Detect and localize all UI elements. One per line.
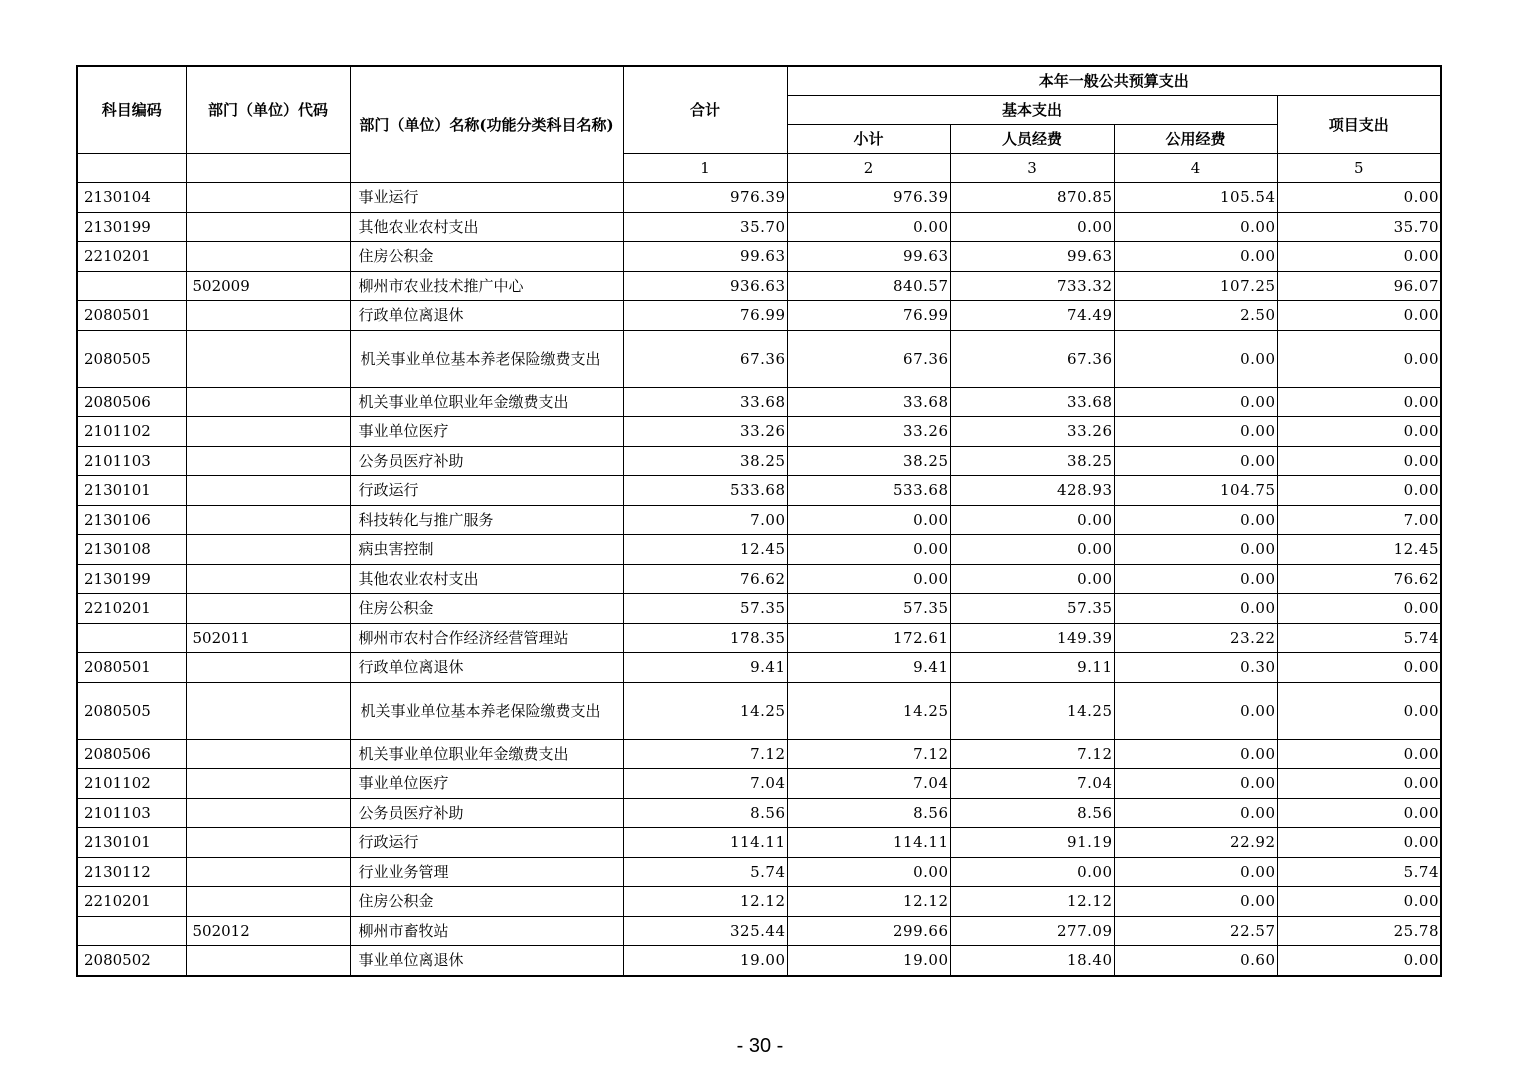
cell-personnel: 74.49 bbox=[950, 301, 1114, 331]
cell-dept-name: 住房公积金 bbox=[350, 887, 623, 917]
cell-project: 25.78 bbox=[1277, 916, 1441, 946]
cell-total: 19.00 bbox=[623, 946, 787, 976]
cell-subtotal: 8.56 bbox=[787, 798, 950, 828]
col-number: 5 bbox=[1277, 154, 1441, 183]
cell-public-use: 0.00 bbox=[1114, 417, 1277, 447]
col-number: 3 bbox=[950, 154, 1114, 183]
cell-public-use: 0.00 bbox=[1114, 887, 1277, 917]
table-row bbox=[77, 535, 1441, 565]
cell-dept-name: 事业单位离退休 bbox=[350, 946, 623, 976]
cell-dept-code bbox=[186, 857, 350, 887]
cell-public-use: 23.22 bbox=[1114, 623, 1277, 653]
cell-total: 976.39 bbox=[623, 183, 787, 213]
cell-dept-name: 其他农业农村支出 bbox=[350, 564, 623, 594]
cell-dept-name: 住房公积金 bbox=[350, 242, 623, 272]
cell-subject-code bbox=[77, 623, 186, 653]
cell-project: 0.00 bbox=[1277, 446, 1441, 476]
table-row bbox=[77, 828, 1441, 858]
cell-subject-code: 2080501 bbox=[77, 301, 186, 331]
cell-project: 0.00 bbox=[1277, 476, 1441, 506]
cell-subtotal: 76.99 bbox=[787, 301, 950, 331]
cell-dept-code bbox=[186, 387, 350, 417]
cell-public-use: 2.50 bbox=[1114, 301, 1277, 331]
col-number: 1 bbox=[623, 154, 787, 183]
cell-project: 0.00 bbox=[1277, 330, 1441, 387]
cell-public-use: 0.00 bbox=[1114, 682, 1277, 739]
cell-total: 33.26 bbox=[623, 417, 787, 447]
cell-dept-name: 事业单位医疗 bbox=[350, 417, 623, 447]
table-row bbox=[77, 446, 1441, 476]
cell-project: 0.00 bbox=[1277, 183, 1441, 213]
cell-subject-code: 2101103 bbox=[77, 798, 186, 828]
cell-public-use: 0.00 bbox=[1114, 594, 1277, 624]
cell-dept-code bbox=[186, 946, 350, 976]
cell-subject-code: 2080502 bbox=[77, 946, 186, 976]
cell-personnel: 38.25 bbox=[950, 446, 1114, 476]
page-number: - 30 - bbox=[736, 1035, 784, 1057]
cell-subtotal: 33.68 bbox=[787, 387, 950, 417]
cell-dept-code bbox=[186, 653, 350, 683]
cell-subject-code: 2080506 bbox=[77, 387, 186, 417]
cell-total: 5.74 bbox=[623, 857, 787, 887]
cell-public-use: 0.00 bbox=[1114, 387, 1277, 417]
cell-dept-code bbox=[186, 446, 350, 476]
cell-personnel: 67.36 bbox=[950, 330, 1114, 387]
cell-subject-code: 2130101 bbox=[77, 476, 186, 506]
cell-personnel: 12.12 bbox=[950, 887, 1114, 917]
cell-subject-code: 2080505 bbox=[77, 330, 186, 387]
header-blank bbox=[186, 154, 350, 183]
cell-personnel: 0.00 bbox=[950, 535, 1114, 565]
cell-dept-name: 事业运行 bbox=[350, 183, 623, 213]
cell-dept-name: 柳州市农村合作经济经营管理站 bbox=[350, 623, 623, 653]
cell-total: 7.04 bbox=[623, 769, 787, 799]
cell-personnel: 99.63 bbox=[950, 242, 1114, 272]
cell-dept-code bbox=[186, 476, 350, 506]
cell-subject-code: 2130199 bbox=[77, 212, 186, 242]
cell-project: 0.00 bbox=[1277, 946, 1441, 976]
cell-dept-code bbox=[186, 417, 350, 447]
cell-project: 0.00 bbox=[1277, 887, 1441, 917]
cell-subject-code: 2130199 bbox=[77, 564, 186, 594]
cell-public-use: 0.00 bbox=[1114, 446, 1277, 476]
cell-project: 96.07 bbox=[1277, 271, 1441, 301]
cell-project: 0.00 bbox=[1277, 387, 1441, 417]
table-row bbox=[77, 271, 1441, 301]
header-project: 项目支出 bbox=[1277, 96, 1441, 154]
cell-public-use: 0.00 bbox=[1114, 535, 1277, 565]
cell-public-use: 0.00 bbox=[1114, 857, 1277, 887]
cell-personnel: 149.39 bbox=[950, 623, 1114, 653]
cell-public-use: 0.00 bbox=[1114, 242, 1277, 272]
cell-subtotal: 9.41 bbox=[787, 653, 950, 683]
header-subtotal: 小计 bbox=[787, 125, 950, 154]
cell-subject-code: 2101102 bbox=[77, 769, 186, 799]
table-row bbox=[77, 564, 1441, 594]
cell-public-use: 22.92 bbox=[1114, 828, 1277, 858]
table-row bbox=[77, 476, 1441, 506]
cell-subject-code: 2210201 bbox=[77, 242, 186, 272]
cell-personnel: 18.40 bbox=[950, 946, 1114, 976]
cell-personnel: 33.68 bbox=[950, 387, 1114, 417]
cell-dept-name: 公务员医疗补助 bbox=[350, 446, 623, 476]
cell-subject-code: 2130106 bbox=[77, 505, 186, 535]
cell-personnel: 57.35 bbox=[950, 594, 1114, 624]
table-row bbox=[77, 739, 1441, 769]
cell-dept-code: 502009 bbox=[186, 271, 350, 301]
cell-total: 114.11 bbox=[623, 828, 787, 858]
cell-project: 0.00 bbox=[1277, 828, 1441, 858]
cell-dept-code bbox=[186, 564, 350, 594]
cell-total: 7.12 bbox=[623, 739, 787, 769]
header-dept-name: 部门（单位）名称(功能分类科目名称) bbox=[350, 66, 623, 183]
cell-subject-code bbox=[77, 271, 186, 301]
cell-subtotal: 0.00 bbox=[787, 857, 950, 887]
cell-total: 936.63 bbox=[623, 271, 787, 301]
cell-dept-code bbox=[186, 301, 350, 331]
cell-personnel: 277.09 bbox=[950, 916, 1114, 946]
cell-subtotal: 114.11 bbox=[787, 828, 950, 858]
table-row bbox=[77, 857, 1441, 887]
table-body bbox=[77, 183, 1441, 976]
cell-total: 76.99 bbox=[623, 301, 787, 331]
cell-dept-name: 机关事业单位基本养老保险缴费支出 bbox=[350, 330, 623, 387]
header-expenditure-group: 本年一般公共预算支出 bbox=[787, 66, 1441, 96]
header-personnel: 人员经费 bbox=[950, 125, 1114, 154]
cell-subject-code bbox=[77, 916, 186, 946]
header-blank bbox=[77, 154, 186, 183]
cell-personnel: 14.25 bbox=[950, 682, 1114, 739]
cell-subtotal: 172.61 bbox=[787, 623, 950, 653]
table-row bbox=[77, 887, 1441, 917]
cell-project: 0.00 bbox=[1277, 682, 1441, 739]
table-row bbox=[77, 242, 1441, 272]
cell-project: 0.00 bbox=[1277, 301, 1441, 331]
cell-dept-code bbox=[186, 535, 350, 565]
cell-total: 14.25 bbox=[623, 682, 787, 739]
cell-personnel: 7.04 bbox=[950, 769, 1114, 799]
cell-personnel: 7.12 bbox=[950, 739, 1114, 769]
cell-dept-code bbox=[186, 828, 350, 858]
cell-subtotal: 0.00 bbox=[787, 564, 950, 594]
header-dept-code: 部门（单位）代码 bbox=[186, 66, 350, 154]
cell-project: 5.74 bbox=[1277, 857, 1441, 887]
cell-total: 9.41 bbox=[623, 653, 787, 683]
header-basic-group: 基本支出 bbox=[787, 96, 1277, 125]
cell-dept-name: 行政单位离退休 bbox=[350, 653, 623, 683]
cell-personnel: 733.32 bbox=[950, 271, 1114, 301]
cell-subtotal: 67.36 bbox=[787, 330, 950, 387]
cell-personnel: 91.19 bbox=[950, 828, 1114, 858]
cell-dept-code bbox=[186, 594, 350, 624]
cell-total: 38.25 bbox=[623, 446, 787, 476]
cell-public-use: 0.00 bbox=[1114, 212, 1277, 242]
cell-subject-code: 2080506 bbox=[77, 739, 186, 769]
cell-subtotal: 840.57 bbox=[787, 271, 950, 301]
table-row bbox=[77, 594, 1441, 624]
cell-dept-code bbox=[186, 330, 350, 387]
cell-subtotal: 19.00 bbox=[787, 946, 950, 976]
cell-subject-code: 2080501 bbox=[77, 653, 186, 683]
cell-dept-code: 502012 bbox=[186, 916, 350, 946]
table-row bbox=[77, 798, 1441, 828]
cell-subtotal: 0.00 bbox=[787, 535, 950, 565]
cell-subject-code: 2080505 bbox=[77, 682, 186, 739]
cell-dept-name: 行政运行 bbox=[350, 828, 623, 858]
cell-total: 533.68 bbox=[623, 476, 787, 506]
cell-dept-name: 住房公积金 bbox=[350, 594, 623, 624]
cell-project: 5.74 bbox=[1277, 623, 1441, 653]
cell-subject-code: 2210201 bbox=[77, 887, 186, 917]
cell-public-use: 104.75 bbox=[1114, 476, 1277, 506]
cell-total: 67.36 bbox=[623, 330, 787, 387]
cell-total: 57.35 bbox=[623, 594, 787, 624]
cell-dept-code bbox=[186, 212, 350, 242]
cell-subject-code: 2130112 bbox=[77, 857, 186, 887]
table-row bbox=[77, 212, 1441, 242]
cell-total: 325.44 bbox=[623, 916, 787, 946]
cell-subtotal: 0.00 bbox=[787, 505, 950, 535]
cell-dept-code bbox=[186, 798, 350, 828]
cell-dept-code: 502011 bbox=[186, 623, 350, 653]
cell-total: 178.35 bbox=[623, 623, 787, 653]
table-row bbox=[77, 301, 1441, 331]
table-row bbox=[77, 769, 1441, 799]
cell-subtotal: 7.12 bbox=[787, 739, 950, 769]
cell-subtotal: 0.00 bbox=[787, 212, 950, 242]
cell-dept-name: 病虫害控制 bbox=[350, 535, 623, 565]
cell-total: 76.62 bbox=[623, 564, 787, 594]
cell-subject-code: 2101102 bbox=[77, 417, 186, 447]
cell-personnel: 33.26 bbox=[950, 417, 1114, 447]
header-public-use: 公用经费 bbox=[1114, 125, 1277, 154]
cell-project: 12.45 bbox=[1277, 535, 1441, 565]
cell-dept-name: 行政运行 bbox=[350, 476, 623, 506]
cell-project: 7.00 bbox=[1277, 505, 1441, 535]
cell-subtotal: 33.26 bbox=[787, 417, 950, 447]
cell-public-use: 0.00 bbox=[1114, 769, 1277, 799]
cell-dept-name: 其他农业农村支出 bbox=[350, 212, 623, 242]
cell-project: 0.00 bbox=[1277, 417, 1441, 447]
cell-total: 12.45 bbox=[623, 535, 787, 565]
cell-subtotal: 976.39 bbox=[787, 183, 950, 213]
table-row bbox=[77, 916, 1441, 946]
col-number: 4 bbox=[1114, 154, 1277, 183]
cell-personnel: 0.00 bbox=[950, 564, 1114, 594]
cell-public-use: 105.54 bbox=[1114, 183, 1277, 213]
cell-dept-name: 行政单位离退休 bbox=[350, 301, 623, 331]
cell-project: 35.70 bbox=[1277, 212, 1441, 242]
cell-subject-code: 2130101 bbox=[77, 828, 186, 858]
cell-dept-name: 事业单位医疗 bbox=[350, 769, 623, 799]
cell-subtotal: 299.66 bbox=[787, 916, 950, 946]
table-row bbox=[77, 330, 1441, 387]
cell-project: 0.00 bbox=[1277, 242, 1441, 272]
cell-total: 7.00 bbox=[623, 505, 787, 535]
cell-dept-code bbox=[186, 505, 350, 535]
cell-total: 99.63 bbox=[623, 242, 787, 272]
table-row bbox=[77, 183, 1441, 213]
cell-subtotal: 57.35 bbox=[787, 594, 950, 624]
budget-table bbox=[76, 65, 1442, 977]
cell-project: 0.00 bbox=[1277, 798, 1441, 828]
cell-dept-name: 柳州市农业技术推广中心 bbox=[350, 271, 623, 301]
cell-dept-name: 柳州市畜牧站 bbox=[350, 916, 623, 946]
cell-subtotal: 14.25 bbox=[787, 682, 950, 739]
cell-public-use: 22.57 bbox=[1114, 916, 1277, 946]
cell-dept-name: 机关事业单位基本养老保险缴费支出 bbox=[350, 682, 623, 739]
cell-dept-code bbox=[186, 183, 350, 213]
cell-public-use: 0.60 bbox=[1114, 946, 1277, 976]
cell-personnel: 0.00 bbox=[950, 212, 1114, 242]
cell-dept-code bbox=[186, 887, 350, 917]
cell-personnel: 0.00 bbox=[950, 505, 1114, 535]
cell-total: 33.68 bbox=[623, 387, 787, 417]
cell-project: 0.00 bbox=[1277, 769, 1441, 799]
cell-dept-name: 科技转化与推广服务 bbox=[350, 505, 623, 535]
cell-public-use: 107.25 bbox=[1114, 271, 1277, 301]
cell-total: 35.70 bbox=[623, 212, 787, 242]
cell-personnel: 870.85 bbox=[950, 183, 1114, 213]
cell-dept-name: 机关事业单位职业年金缴费支出 bbox=[350, 387, 623, 417]
table-row bbox=[77, 387, 1441, 417]
cell-total: 12.12 bbox=[623, 887, 787, 917]
col-number: 2 bbox=[787, 154, 950, 183]
cell-public-use: 0.00 bbox=[1114, 330, 1277, 387]
cell-subject-code: 2130104 bbox=[77, 183, 186, 213]
cell-subtotal: 533.68 bbox=[787, 476, 950, 506]
cell-subject-code: 2130108 bbox=[77, 535, 186, 565]
cell-public-use: 0.00 bbox=[1114, 739, 1277, 769]
cell-personnel: 8.56 bbox=[950, 798, 1114, 828]
cell-dept-name: 公务员医疗补助 bbox=[350, 798, 623, 828]
cell-personnel: 0.00 bbox=[950, 857, 1114, 887]
table-row bbox=[77, 653, 1441, 683]
table-row bbox=[77, 946, 1441, 976]
cell-dept-code bbox=[186, 682, 350, 739]
cell-subtotal: 7.04 bbox=[787, 769, 950, 799]
cell-project: 0.00 bbox=[1277, 594, 1441, 624]
cell-dept-code bbox=[186, 739, 350, 769]
cell-project: 76.62 bbox=[1277, 564, 1441, 594]
table-row bbox=[77, 623, 1441, 653]
cell-project: 0.00 bbox=[1277, 739, 1441, 769]
header-total: 合计 bbox=[623, 66, 787, 154]
cell-subject-code: 2101103 bbox=[77, 446, 186, 476]
cell-dept-code bbox=[186, 242, 350, 272]
cell-subtotal: 38.25 bbox=[787, 446, 950, 476]
cell-public-use: 0.30 bbox=[1114, 653, 1277, 683]
cell-total: 8.56 bbox=[623, 798, 787, 828]
header-subject-code: 科目编码 bbox=[77, 66, 186, 154]
cell-subject-code: 2210201 bbox=[77, 594, 186, 624]
cell-public-use: 0.00 bbox=[1114, 798, 1277, 828]
cell-dept-code bbox=[186, 769, 350, 799]
cell-personnel: 428.93 bbox=[950, 476, 1114, 506]
table-row bbox=[77, 417, 1441, 447]
cell-project: 0.00 bbox=[1277, 653, 1441, 683]
cell-public-use: 0.00 bbox=[1114, 505, 1277, 535]
table-row bbox=[77, 505, 1441, 535]
cell-public-use: 0.00 bbox=[1114, 564, 1277, 594]
cell-personnel: 9.11 bbox=[950, 653, 1114, 683]
cell-subtotal: 12.12 bbox=[787, 887, 950, 917]
cell-dept-name: 机关事业单位职业年金缴费支出 bbox=[350, 739, 623, 769]
cell-subtotal: 99.63 bbox=[787, 242, 950, 272]
table-row bbox=[77, 682, 1441, 739]
cell-dept-name: 行业业务管理 bbox=[350, 857, 623, 887]
